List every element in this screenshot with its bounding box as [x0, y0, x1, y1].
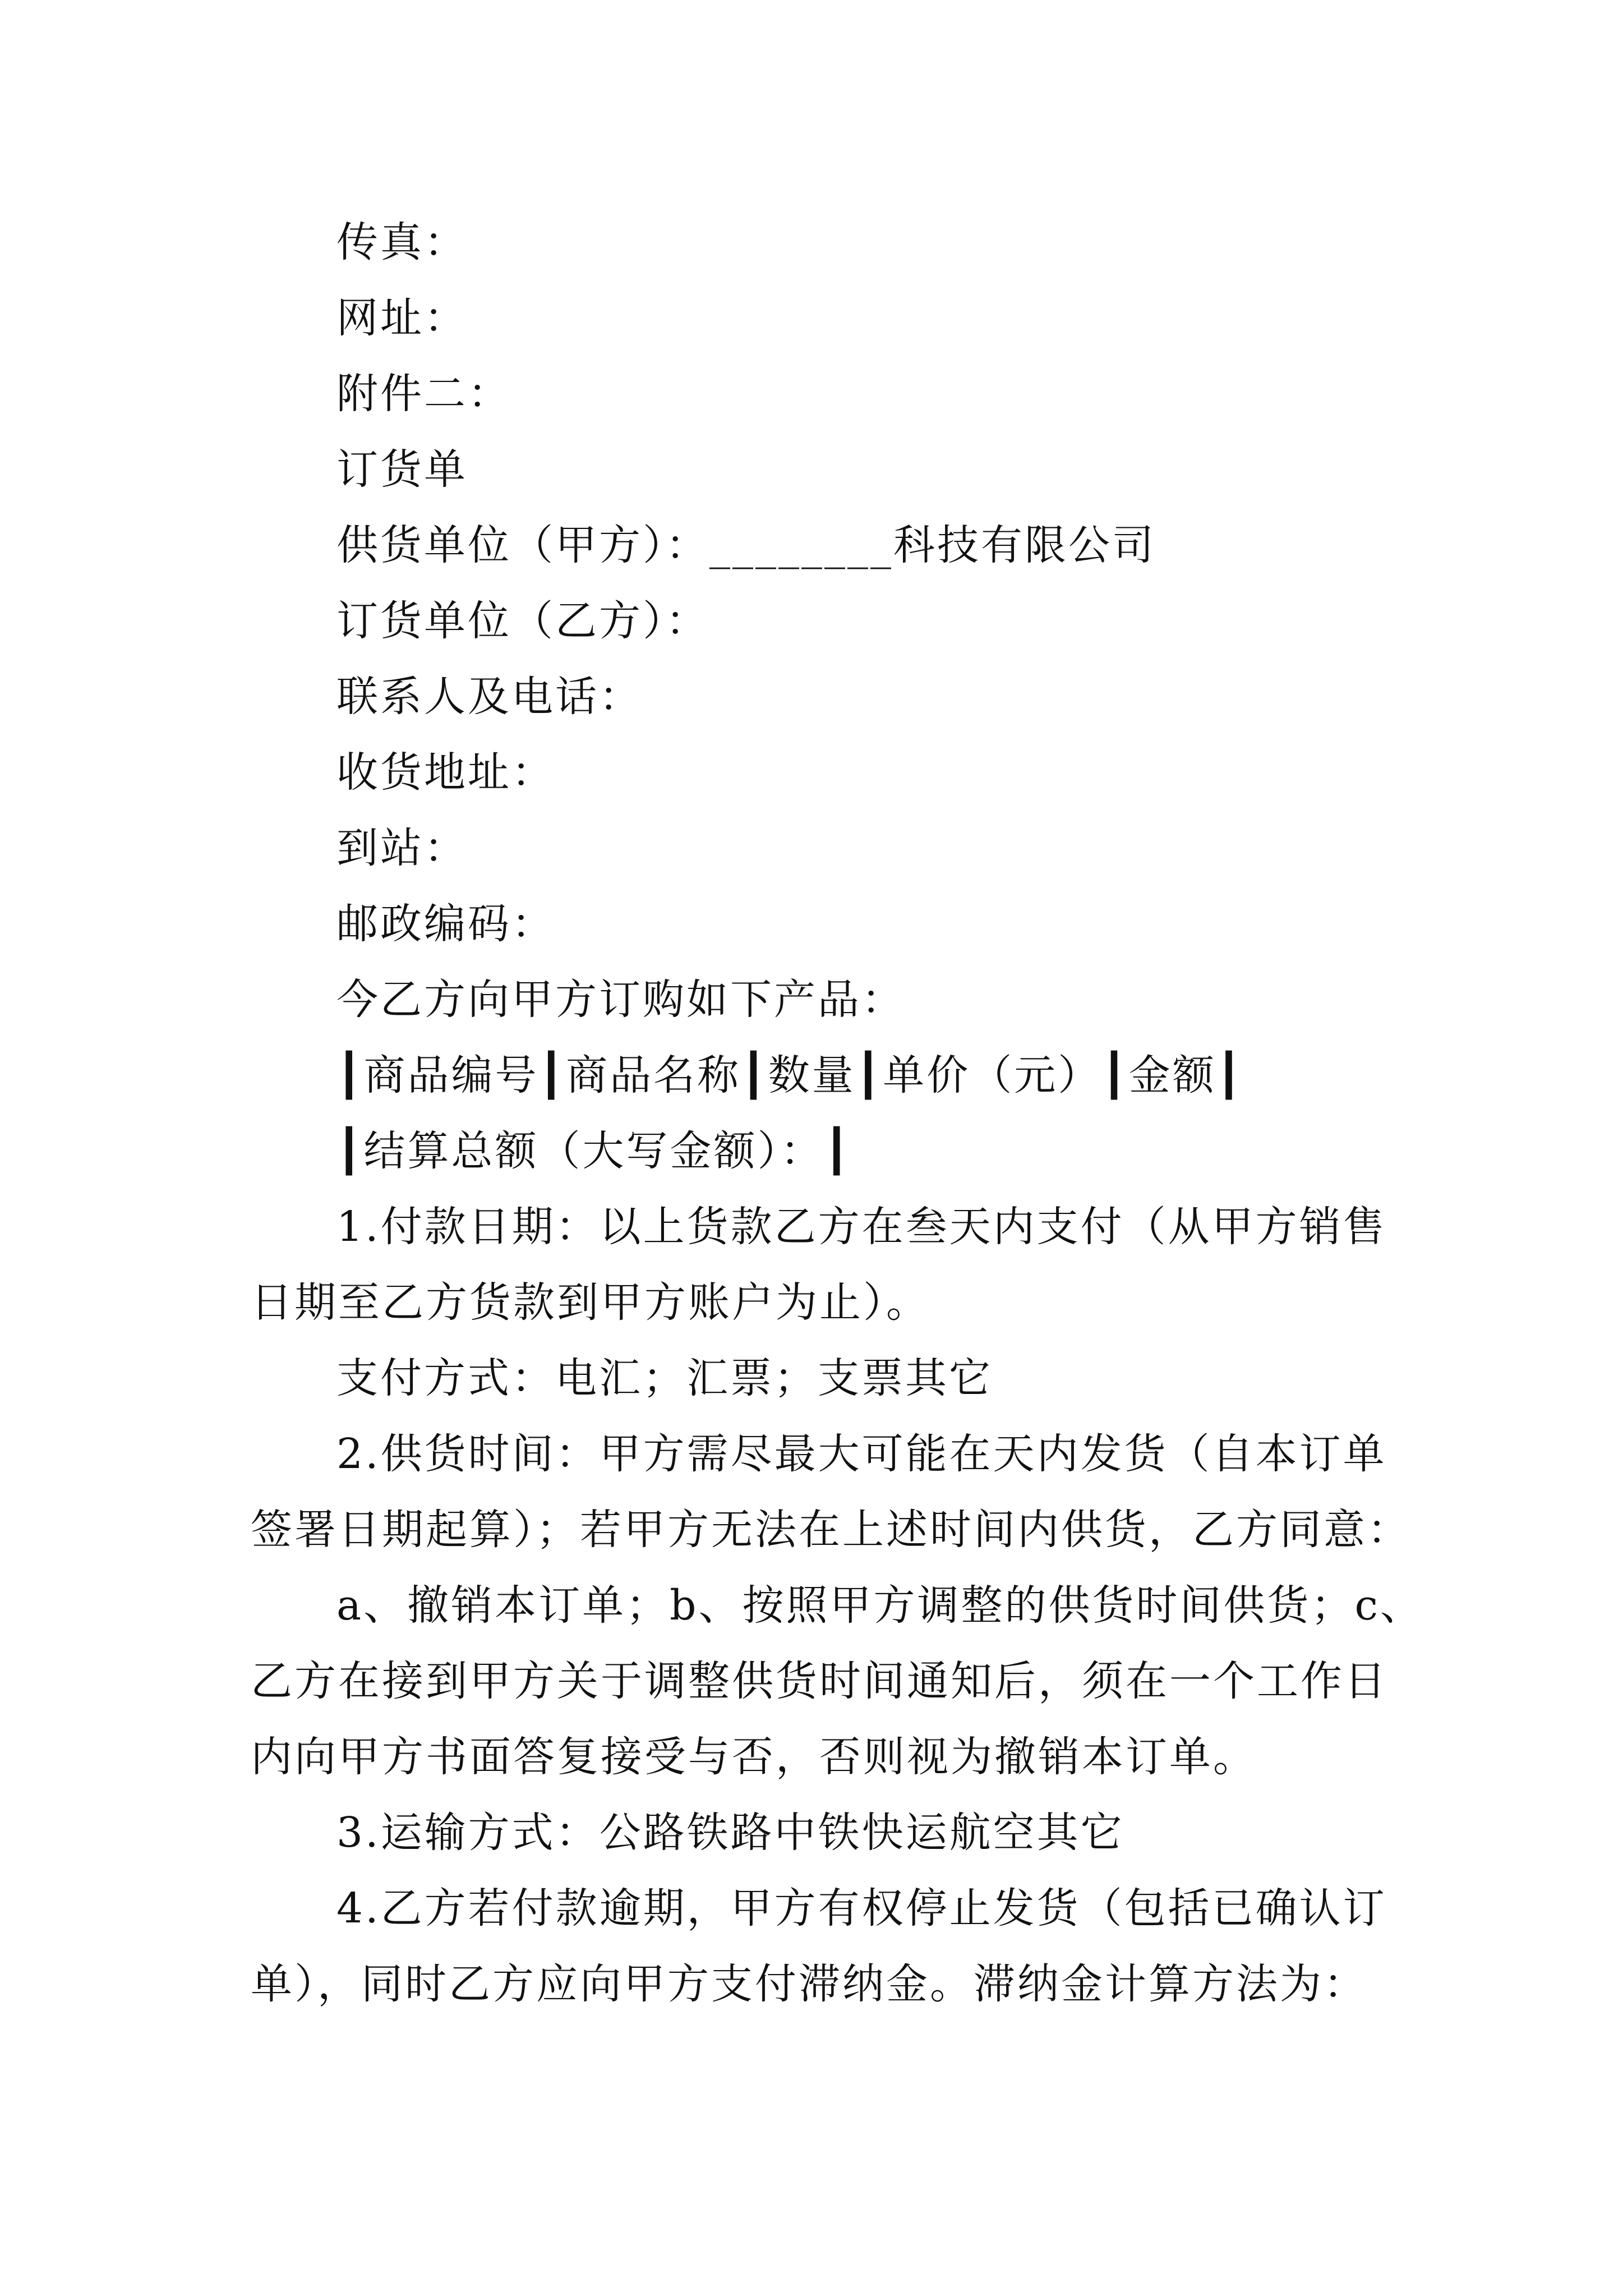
clause-2-options-line-2: 乙方在接到甲方关于调整供货时间通知后，须在一个工作日 [251, 1657, 1388, 1705]
payment-method-line: 支付方式：电汇；汇票；支票其它 [336, 1354, 993, 1402]
clause-2-options-line-3: 内向甲方书面答复接受与否，否则视为撤销本订单。 [251, 1733, 1257, 1781]
clause-1-line-2: 日期至乙方货款到甲方账户为止）。 [251, 1278, 930, 1327]
product-table-total: ┃结算总额（大写金额）：┃ [336, 1127, 852, 1175]
buyer-line: 订货单位（乙方）： [336, 597, 709, 645]
postal-code-line: 邮政编码： [336, 900, 555, 948]
contact-line: 联系人及电话： [336, 673, 643, 721]
clause-4-line-2: 单），同时乙方应向甲方支付滞纳金。滞纳金计算方法为： [251, 1960, 1367, 2008]
clause-1-line-1: 1.付款日期：以上货款乙方在叁天内支付（从甲方销售 [336, 1203, 1387, 1251]
order-form-title: 订货单 [336, 445, 468, 494]
order-intro-line: 今乙方向甲方订购如下产品： [336, 976, 905, 1024]
destination-station-line: 到站： [336, 824, 468, 872]
clause-4-line-1: 4.乙方若付款逾期，甲方有权停止发货（包括已确认订 [336, 1884, 1387, 1932]
product-table-header: ┃商品编号┃商品名称┃数量┃单价（元）┃金额┃ [336, 1051, 1244, 1099]
website-label: 网址： [336, 294, 468, 342]
attachment-two-heading: 附件二： [336, 370, 511, 418]
clause-3-line: 3.运输方式：公路铁路中铁快运航空其它 [336, 1809, 1124, 1857]
clause-2-line-2: 签署日期起算）；若甲方无法在上述时间内供货，乙方同意： [251, 1506, 1411, 1554]
supplier-line: 供货单位（甲方）：________科技有限公司 [336, 521, 1156, 569]
fax-label: 传真： [336, 218, 468, 266]
delivery-address-line: 收货地址： [336, 748, 555, 797]
clause-2-line-1: 2.供货时间：甲方需尽最大可能在天内发货（自本订单 [336, 1430, 1387, 1478]
clause-2-options-line-1: a、撤销本订单；b、按照甲方调整的供货时间供货；c、 [336, 1581, 1424, 1630]
